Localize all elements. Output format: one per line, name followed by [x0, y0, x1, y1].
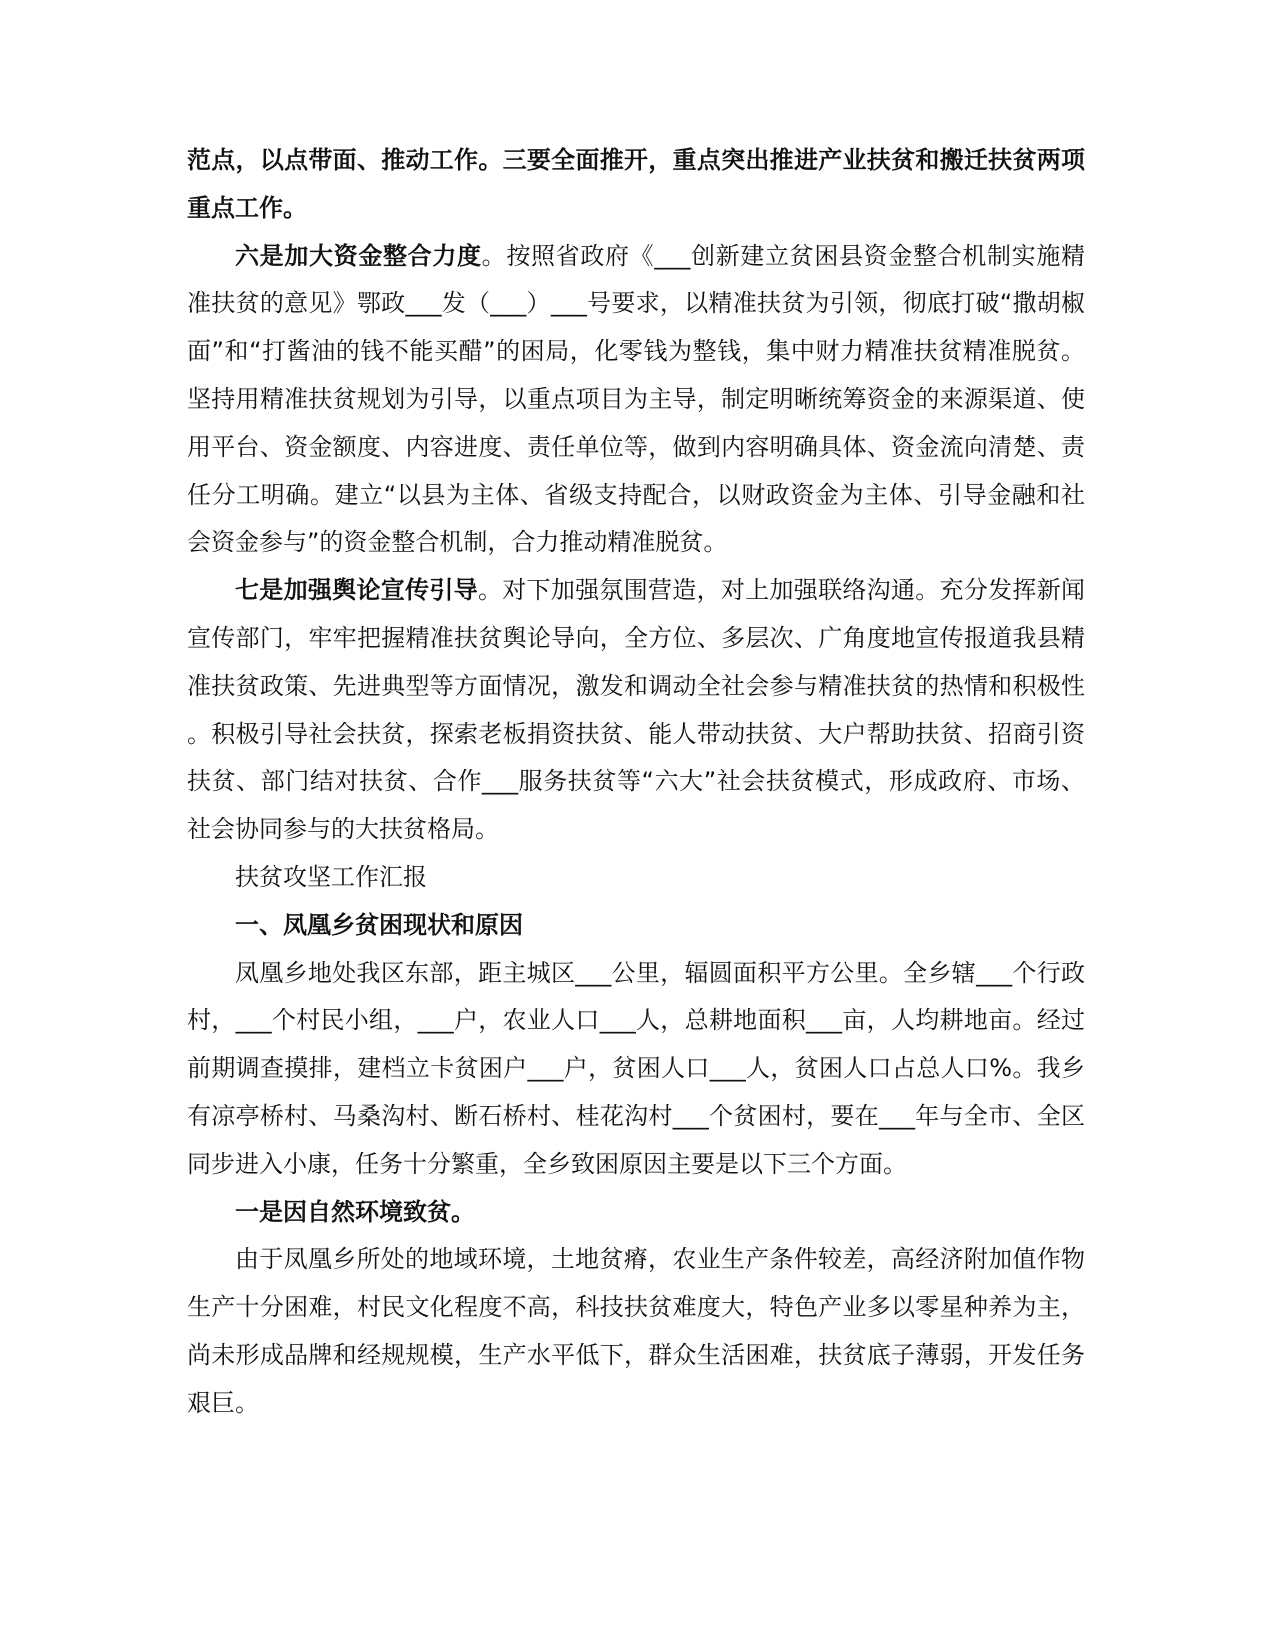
report-title: [187, 854, 1085, 902]
document-body: [187, 137, 1085, 1428]
paragraph-funds-integration: [187, 233, 1085, 568]
paragraph-funds-integration-heading: 六是加大资金整合力度: [235, 241, 482, 270]
paragraph-natural-environment: [187, 1236, 1085, 1427]
subheading-natural-environment-text: 一是因自然环境致贫。: [235, 1197, 475, 1226]
paragraph-township-overview: [187, 950, 1085, 1189]
paragraph-funds-integration-text: 。按照省政府《___创新建立贫困县资金整合机制实施精准扶贫的意见》鄂政___发（___）___号要求，以精准扶贫为引领，彻底打破“撒胡椒面”和“打酱油的钱不能买醋”的困局，化零钱为整钱，集中财力精准扶贫精准脱贫。坚持用精准扶贫规划为引导，以重点项目为主导，制定明晰统筹资金的来源渠道、使用平台、资金额度、内容进度、责任单位等，做到内容明确具体、资金流向清楚、责任分工明确。建立“以县为主体、省级支持配合，以财政资金为主体、引导金融和社会资金参与”的资金整合机制，合力推动精准脱贫。: [187, 241, 1086, 557]
report-title-text: 扶贫攻坚工作汇报: [235, 862, 427, 891]
paragraph-publicity-heading: 七是加强舆论宣传引导: [235, 576, 478, 605]
paragraph-publicity-text: 。对下加强氛围营造，对上加强联络沟通。充分发挥新闻宣传部门，牢牢把握精准扶贫舆论导向，全方位、多层次、广角度地宣传报道我县精准扶贫政策、先进典型等方面情况，激发和调动全社会参与精准扶贫的热情和积极性。积极引导社会扶贫，探索老板捐资扶贫、能人带动扶贫、大户帮助扶贫、招商引资扶贫、部门结对扶贫、合作___服务扶贫等“六大”社会扶贫模式，形成政府、市场、社会协同参与的大扶贫格局。: [187, 576, 1086, 844]
paragraph-publicity: [187, 567, 1085, 854]
paragraph-continuation: [187, 137, 1085, 233]
paragraph-natural-environment-text: 由于凤凰乡所处的地域环境，土地贫瘠，农业生产条件较差，高经济附加值作物生产十分困难，村民文化程度不高，科技扶贫难度大，特色产业多以零星种养为主，尚未形成品牌和经规规模，生产水平低下，群众生活困难，扶贫底子薄弱，开发任务艰巨。: [187, 1245, 1085, 1417]
subheading-natural-environment: [187, 1189, 1085, 1237]
section-heading-poverty-status: [187, 902, 1085, 950]
paragraph-continuation-text: 范点，以点带面、推动工作。三要全面推开，重点突出推进产业扶贫和搬迁扶贫两项重点工作。: [187, 146, 1085, 222]
section-heading-poverty-status-text: 一、凤凰乡贫困现状和原因: [235, 910, 523, 939]
paragraph-township-overview-text: 凤凰乡地处我区东部，距主城区___公里，辐圆面积平方公里。全乡辖___个行政村，___个村民小组，___户，农业人口___人，总耕地面积___亩，人均耕地亩。经过前期调查摸排，建档立卡贫困户___户，贫困人口___人，贫困人口占总人口%。我乡有凉亭桥村、马桑沟村、断石桥村、桂花沟村___个贫困村，要在___年与全市、全区同步进入小康，任务十分繁重，全乡致困原因主要是以下三个方面。: [187, 958, 1085, 1178]
